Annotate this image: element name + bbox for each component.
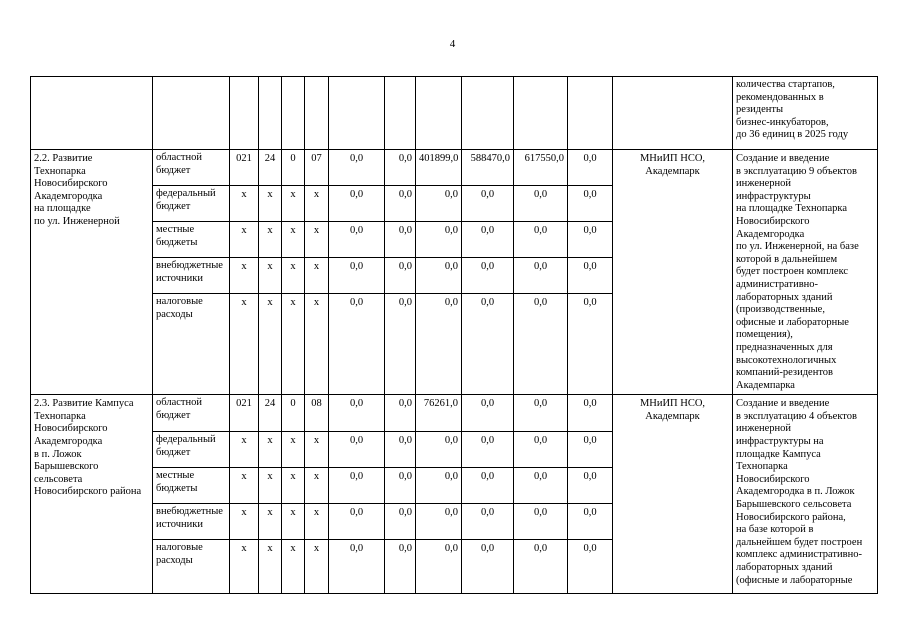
code-section: 24 [259, 395, 282, 432]
value-cell: 588470,0 [462, 150, 514, 186]
value-cell: 0,0 [462, 395, 514, 432]
funding-source: федеральный бюджет [153, 186, 230, 222]
value-cell: 0,0 [385, 504, 416, 540]
value-cell: 0,0 [514, 468, 568, 504]
value-cell: 0,0 [329, 540, 385, 594]
expected-result-continued: количества стартапов, рекомендованных в резиденты бизнес-инкубаторов, до 36 единиц в 2025 году [733, 77, 878, 150]
value-cell: 0,0 [462, 468, 514, 504]
cell-empty [305, 77, 329, 150]
value-cell: 0,0 [568, 395, 613, 432]
funding-source: внебюджетные источники [153, 258, 230, 294]
continuation-row [31, 77, 878, 150]
code-subsection: 0 [282, 395, 305, 432]
value-cell: 0,0 [385, 186, 416, 222]
value-cell: 0,0 [568, 294, 613, 395]
funding-source: налоговые расходы [153, 294, 230, 395]
value-cell: 0,0 [514, 222, 568, 258]
funding-source: внебюджетные источники [153, 504, 230, 540]
value-cell: 0,0 [329, 222, 385, 258]
value-cell: 0,0 [514, 504, 568, 540]
code-subsection: x [282, 258, 305, 294]
code-subsection: 0 [282, 150, 305, 186]
code-item: x [305, 432, 329, 468]
code-item: x [305, 540, 329, 594]
value-cell: 617550,0 [514, 150, 568, 186]
value-cell: 0,0 [514, 258, 568, 294]
funding-source: областной бюджет [153, 395, 230, 432]
value-cell: 0,0 [385, 395, 416, 432]
value-cell: 0,0 [385, 432, 416, 468]
cell-empty [514, 77, 568, 150]
code-item: x [305, 468, 329, 504]
value-cell: 0,0 [568, 540, 613, 594]
measure-name: 2.3. Развитие Кампуса Технопарка Новосибирского Академгородка в п. Ложок Барышевского сельсовета Новосибирского района [31, 395, 153, 594]
code-grbs: x [230, 222, 259, 258]
budget-table [30, 76, 878, 594]
code-subsection: x [282, 222, 305, 258]
value-cell: 0,0 [514, 395, 568, 432]
value-cell: 0,0 [329, 258, 385, 294]
code-section: x [259, 294, 282, 395]
code-item: 07 [305, 150, 329, 186]
code-section: x [259, 540, 282, 594]
value-cell: 0,0 [514, 540, 568, 594]
value-cell: 0,0 [514, 186, 568, 222]
code-section: x [259, 258, 282, 294]
code-item: x [305, 504, 329, 540]
code-section: x [259, 504, 282, 540]
cell-empty [385, 77, 416, 150]
code-subsection: x [282, 504, 305, 540]
cell-empty [282, 77, 305, 150]
funding-source: местные бюджеты [153, 468, 230, 504]
code-grbs: x [230, 504, 259, 540]
cell-empty [462, 77, 514, 150]
value-cell: 401899,0 [416, 150, 462, 186]
value-cell: 0,0 [416, 222, 462, 258]
value-cell: 0,0 [329, 150, 385, 186]
cell-empty [31, 77, 153, 150]
funding-source: федеральный бюджет [153, 432, 230, 468]
code-section: 24 [259, 150, 282, 186]
code-grbs: x [230, 468, 259, 504]
value-cell: 0,0 [416, 504, 462, 540]
value-cell: 0,0 [385, 150, 416, 186]
value-cell: 0,0 [416, 294, 462, 395]
executor: МНиИП НСО, Академпарк [613, 395, 733, 594]
code-grbs: 021 [230, 395, 259, 432]
measure-name: 2.2. Развитие Технопарка Новосибирского Академгородка на площадке по ул. Инженерной [31, 150, 153, 395]
value-cell: 0,0 [416, 258, 462, 294]
value-cell: 0,0 [568, 150, 613, 186]
code-item: x [305, 222, 329, 258]
page-number: 4 [449, 38, 456, 50]
code-item: x [305, 294, 329, 395]
value-cell: 0,0 [329, 294, 385, 395]
code-grbs: 021 [230, 150, 259, 186]
cell-empty [329, 77, 385, 150]
value-cell: 0,0 [329, 504, 385, 540]
code-grbs: x [230, 258, 259, 294]
value-cell: 0,0 [514, 432, 568, 468]
code-subsection: x [282, 186, 305, 222]
value-cell: 0,0 [385, 258, 416, 294]
code-subsection: x [282, 540, 305, 594]
code-item: x [305, 258, 329, 294]
value-cell: 0,0 [329, 186, 385, 222]
value-cell: 0,0 [568, 186, 613, 222]
code-section: x [259, 432, 282, 468]
value-cell: 0,0 [385, 294, 416, 395]
value-cell: 0,0 [329, 395, 385, 432]
value-cell: 0,0 [462, 504, 514, 540]
value-cell: 0,0 [416, 432, 462, 468]
value-cell: 0,0 [385, 540, 416, 594]
code-subsection: x [282, 294, 305, 395]
cell-empty [568, 77, 613, 150]
cell-empty [153, 77, 230, 150]
code-grbs: x [230, 540, 259, 594]
code-grbs: x [230, 432, 259, 468]
value-cell: 0,0 [385, 222, 416, 258]
value-cell: 0,0 [462, 540, 514, 594]
value-cell: 76261,0 [416, 395, 462, 432]
value-cell: 0,0 [568, 432, 613, 468]
table-row [31, 395, 878, 432]
funding-source: местные бюджеты [153, 222, 230, 258]
value-cell: 0,0 [329, 432, 385, 468]
code-grbs: x [230, 294, 259, 395]
funding-source: областной бюджет [153, 150, 230, 186]
value-cell: 0,0 [462, 258, 514, 294]
funding-source: налоговые расходы [153, 540, 230, 594]
value-cell: 0,0 [329, 468, 385, 504]
code-item: x [305, 186, 329, 222]
value-cell: 0,0 [568, 504, 613, 540]
value-cell: 0,0 [416, 540, 462, 594]
code-subsection: x [282, 432, 305, 468]
expected-result: Создание и введение в эксплуатацию 4 объектов инженерной инфраструктуры на площадке Кампуса Технопарка Новосибирского Академгородка в п. Ложок Барышевского сельсовета Новосибирского района, на базе которой в дальнейшем будет построен комплекс административно- лабораторных зданий (офисные и лабораторные [733, 395, 878, 594]
cell-empty [613, 77, 733, 150]
expected-result: Создание и введение в эксплуатацию 9 объектов инженерной инфраструктуры на площадке Технопарка Новосибирского Академгородка по ул. Инженерной, на базе которой в дальнейшем будет построен комплекс административно- лабораторных зданий (производственные, офисные и лабораторные помещения), предназначенных для высокотехнологичных компаний-резидентов Академпарка [733, 150, 878, 395]
value-cell: 0,0 [514, 294, 568, 395]
cell-empty [230, 77, 259, 150]
code-item: 08 [305, 395, 329, 432]
value-cell: 0,0 [385, 468, 416, 504]
value-cell: 0,0 [462, 186, 514, 222]
cell-empty [416, 77, 462, 150]
code-section: x [259, 186, 282, 222]
code-grbs: x [230, 186, 259, 222]
value-cell: 0,0 [462, 432, 514, 468]
value-cell: 0,0 [568, 468, 613, 504]
value-cell: 0,0 [416, 186, 462, 222]
code-section: x [259, 222, 282, 258]
value-cell: 0,0 [568, 222, 613, 258]
executor: МНиИП НСО, Академпарк [613, 150, 733, 395]
value-cell: 0,0 [568, 258, 613, 294]
cell-empty [259, 77, 282, 150]
code-section: x [259, 468, 282, 504]
value-cell: 0,0 [416, 468, 462, 504]
value-cell: 0,0 [462, 294, 514, 395]
code-subsection: x [282, 468, 305, 504]
value-cell: 0,0 [462, 222, 514, 258]
table-row [31, 150, 878, 186]
